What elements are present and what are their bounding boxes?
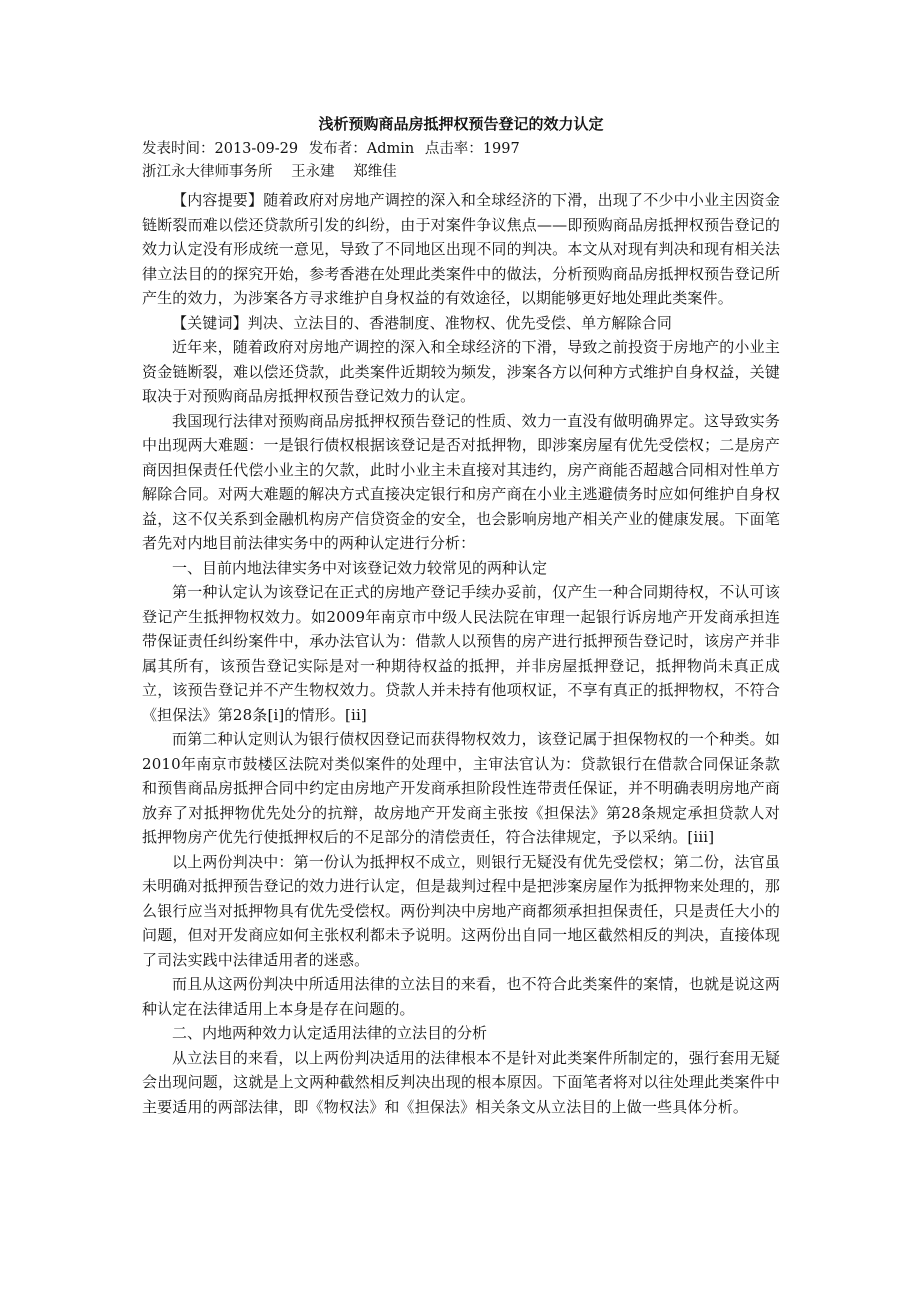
publisher-name: Admin <box>366 141 415 157</box>
article-title: 浅析预购商品房抵押权预告登记的效力认定 <box>318 115 604 133</box>
section-heading: 二、内地两种效力认定适用法律的立法目的分析 <box>172 1024 488 1042</box>
keywords-text: 判决、立法目的、香港制度、准物权、优先受偿、单方解除合同 <box>247 313 672 332</box>
body-paragraph: 近年来，随着政府对房地产调控的深入和全球经济的下滑，导致之前投资于房地产的小业主资金链断裂，难以偿还贷款，此类案件近期较为频发，涉案各方以何种方式维护自身权益，关键取决于对预购商品房抵押权预告登记效力的认定。 <box>142 338 780 405</box>
publisher-label-text: 发布者： <box>308 141 367 157</box>
hits <box>425 141 520 157</box>
body-paragraph: 我国现行法律对预购商品房抵押权预告登记的性质、效力一直没有做明确界定。这导致实务中出现两大难题：一是银行债权根据该登记是否对抵押物，即涉案房屋有优先受偿权；二是房产商因担保责任代偿小业主的欠款，此时小业主未直接对其违约，房产商能否超越合同相对性单方解除合同。对两大难题的解决方式直接决定银行和房产商在小业主逃避债务时应如何维护自身权益，这不仅关系到金融机构房产信贷资金的安全，也会影响房地产相关产业的健康发展。下面笔者先对内地目前法律实务中的两种认定进行分析： <box>142 411 780 552</box>
author-name: 王永建 <box>291 164 335 180</box>
author-name: 郑维佳 <box>353 164 397 180</box>
abstract-text: 随着政府对房地产调控的深入和全球经济的下滑，出现了不少中小业主因资金链断裂而难以偿还贷款所引发的纠纷，由于对案件争议焦点——即预购商品房抵押权预告登记的效力认定没有形成统一意见，导致了不同地区出现不同的判决。本文从对现有判决和现有相关法律立法目的的探究开始，参考香港在处理此类案件中的做法，分析预购商品房抵押权预告登记所产生的效力，为涉案各方寻求维护自身权益的有效途径，以期能够更好地处理此类案件。 <box>142 191 781 307</box>
abstract-tag: 【内容提要】 <box>172 191 264 209</box>
article-meta <box>142 138 780 161</box>
author-firm: 浙江永大律师事务所 <box>142 164 273 180</box>
body-paragraph: 以上两份判决中：第一份认为抵押权不成立，则银行无疑没有优先受偿权；第二份，法官虽未明确对抵押预告登记的效力进行认定，但是裁判过程中是把涉案房屋作为抵押物来处理的，那么银行应当对抵押物具有优先受偿权。两份判决中房地产商都须承担担保责任，只是责任大小的问题，但对开发商应如何主张权利都未予说明。这两份出自同一地区截然相反的判决，直接体现了司法实践中法律适用者的迷惑。 <box>142 852 780 969</box>
body-paragraph: 第一种认定认为该登记在正式的房地产登记手续办妥前，仅产生一种合同期待权，不认可该登记产生抵押物权效力。如2009年南京市中级人民法院在审理一起银行诉房地产开发商承担连带保证责任纠纷案件中，承办法官认为：借款人以预售的房产进行抵押预告登记时，该房产并非属其所有，该预告登记实际是对一种期待权益的抵押，并非房屋抵押登记，抵押物尚未真正成立，该预告登记并不产生物权效力。贷款人并未持有他项权证，不享有真正的抵押物权，不符合《担保法》第28条[i]的情形。[ii] <box>142 583 780 724</box>
published-label-text: 发表时间： <box>142 141 215 157</box>
publisher <box>309 141 414 157</box>
abstract <box>142 188 780 311</box>
keywords-tag: 【关键词】 <box>172 313 248 332</box>
body-paragraph: 而且从这两份判决中所适用法律的立法目的来看，也不符合此类案件的案情，也就是说这两种认定在法律适用上本身是存在问题的。 <box>142 975 780 1018</box>
hits-label-text: 点击率： <box>424 141 483 157</box>
keywords <box>142 311 780 336</box>
hits-count: 1997 <box>482 141 520 157</box>
published-date: 2013-09-29 <box>214 141 299 157</box>
published-label <box>142 141 298 157</box>
article-authors <box>142 161 780 184</box>
body-paragraph: 而第二种认定则认为银行债权因登记而获得物权效力，该登记属于担保物权的一个种类。如2010年南京市鼓楼区法院对类似案件的处理中，主审法官认为：贷款银行在借款合同保证条款和预售商品房抵押合同中约定由房地产开发商承担阶段性连带责任保证，并不明确表明房地产商放弃了对抵押物优先处分的抗辩，故房地产开发商主张按《担保法》第28条规定承担贷款人对抵押物房产优先行使抵押权后的不足部分的清偿责任，符合法律规定，予以采纳。[iii] <box>142 730 780 846</box>
body-paragraph: 从立法目的来看，以上两份判决适用的法律根本不是针对此类案件所制定的，强行套用无疑会出现问题，这就是上文两种截然相反判决出现的根本原因。下面笔者将对以往处理此类案件中主要适用的两部法律，即《物权法》和《担保法》相关条文从立法目的上做一些具体分析。 <box>142 1048 780 1116</box>
section-heading: 一、目前内地法律实务中对该登记效力较常见的两种认定 <box>172 558 548 577</box>
